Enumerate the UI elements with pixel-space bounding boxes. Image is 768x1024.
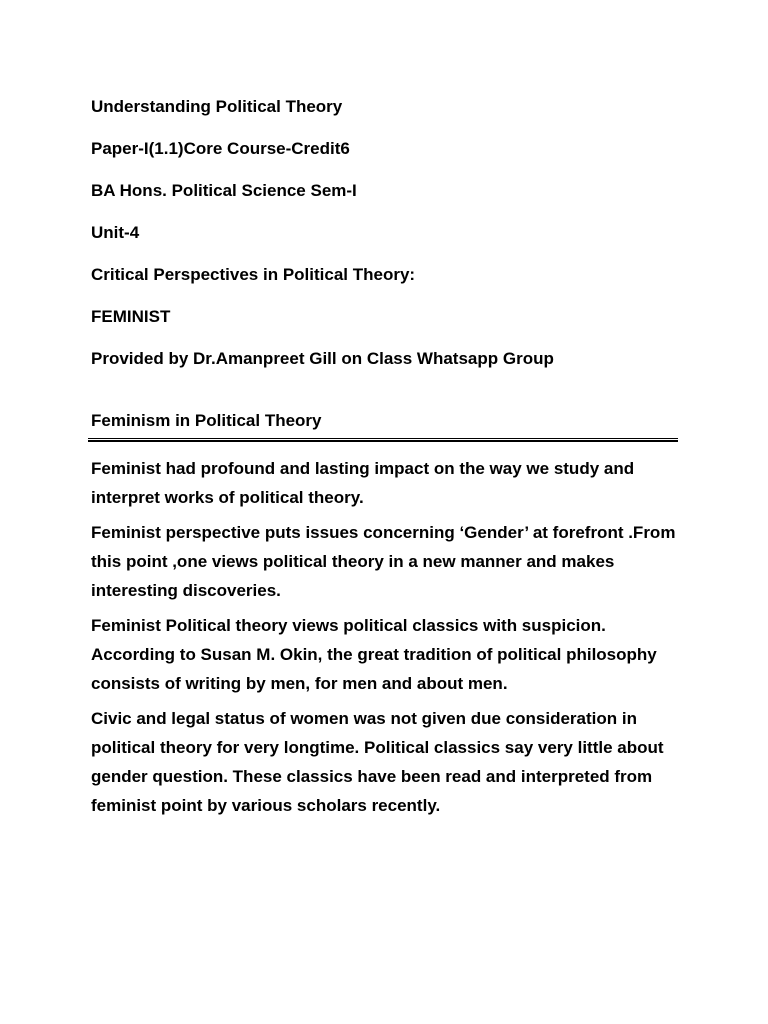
paragraph: Civic and legal status of women was not given due consideration in political theory for very longtime. Political classics say very little about gender question. These classics have been read and interpreted from feminist point by various scholars recently. <box>91 709 664 815</box>
paragraph: Feminist Political theory views political classics with suspicion. According to Susan M. Okin, the great tradition of political philosophy consists of writing by men, for men and about men. <box>91 616 657 693</box>
paragraph: Feminist perspective puts issues concerning ‘Gender’ at forefront .From this point ,one views political theory in a new manner and makes interesting discoveries. <box>91 523 676 600</box>
topic-title: FEMINIST <box>91 307 171 326</box>
paper-code: Paper-I(1.1)Core Course-Credit6 <box>91 139 350 158</box>
heading-divider <box>88 438 678 442</box>
program-semester: BA Hons. Political Science Sem-I <box>91 181 357 200</box>
unit-number: Unit-4 <box>91 223 140 242</box>
document-content <box>91 96 691 826</box>
section-heading: Feminism in Political Theory <box>91 411 322 430</box>
paragraph: Feminist had profound and lasting impact on the way we study and interpret works of political theory. <box>91 459 635 507</box>
provided-by: Provided by Dr.Amanpreet Gill on Class Whatsapp Group <box>91 349 554 368</box>
unit-title: Critical Perspectives in Political Theory: <box>91 265 416 284</box>
course-title: Understanding Political Theory <box>91 97 343 116</box>
